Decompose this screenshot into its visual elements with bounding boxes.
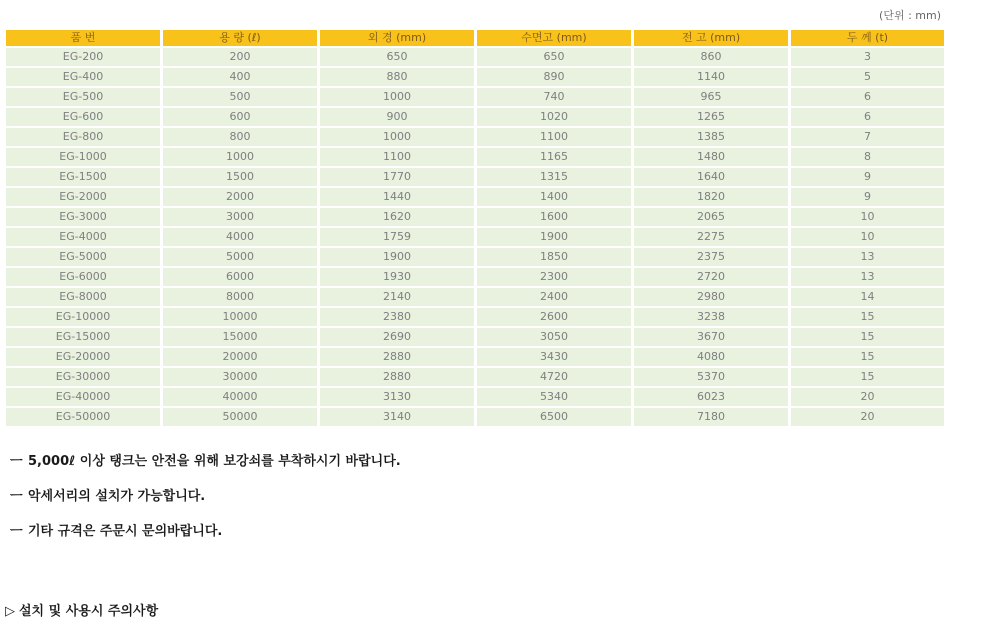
cell-water-level: 1315 (477, 168, 631, 186)
cell-model: EG-30000 (6, 368, 160, 386)
cell-water-level: 3050 (477, 328, 631, 346)
cell-thickness: 6 (791, 88, 944, 106)
table-header-row (6, 30, 944, 46)
table-row (6, 368, 944, 386)
cell-outer-diameter: 900 (320, 108, 474, 126)
cell-model: EG-8000 (6, 288, 160, 306)
cell-thickness: 10 (791, 208, 944, 226)
cell-water-level: 1400 (477, 188, 631, 206)
cell-thickness: 20 (791, 388, 944, 406)
cell-thickness: 3 (791, 48, 944, 66)
cell-total-height: 1265 (634, 108, 788, 126)
cell-model: EG-20000 (6, 348, 160, 366)
cell-model: EG-5000 (6, 248, 160, 266)
cell-water-level: 1100 (477, 128, 631, 146)
cell-total-height: 1140 (634, 68, 788, 86)
cell-total-height: 3670 (634, 328, 788, 346)
cell-capacity: 1000 (163, 148, 317, 166)
cell-model: EG-800 (6, 128, 160, 146)
cell-model: EG-2000 (6, 188, 160, 206)
note-text: 5,000ℓ 이상 탱크는 안전을 위해 보강쇠를 부착하시기 바랍니다. (28, 454, 401, 469)
cell-total-height: 860 (634, 48, 788, 66)
cell-outer-diameter: 2380 (320, 308, 474, 326)
cell-outer-diameter: 2880 (320, 348, 474, 366)
dash-icon: ㅡ (10, 524, 23, 539)
cell-thickness: 13 (791, 268, 944, 286)
col-header-outer-diameter: 외 경 (mm) (320, 30, 474, 46)
cell-capacity: 20000 (163, 348, 317, 366)
cell-capacity: 4000 (163, 228, 317, 246)
notes-list (10, 452, 401, 557)
cell-outer-diameter: 1770 (320, 168, 474, 186)
cell-thickness: 7 (791, 128, 944, 146)
cell-capacity: 3000 (163, 208, 317, 226)
cell-capacity: 30000 (163, 368, 317, 386)
cell-capacity: 6000 (163, 268, 317, 286)
cell-capacity: 400 (163, 68, 317, 86)
cell-thickness: 9 (791, 188, 944, 206)
cell-total-height: 3238 (634, 308, 788, 326)
cell-thickness: 10 (791, 228, 944, 246)
cell-outer-diameter: 2140 (320, 288, 474, 306)
cell-model: EG-15000 (6, 328, 160, 346)
cell-total-height: 5370 (634, 368, 788, 386)
cell-thickness: 15 (791, 328, 944, 346)
table-row (6, 128, 944, 146)
col-header-thickness: 두 께 (t) (791, 30, 944, 46)
cell-total-height: 2720 (634, 268, 788, 286)
cell-outer-diameter: 1000 (320, 88, 474, 106)
table-row (6, 328, 944, 346)
cell-model: EG-3000 (6, 208, 160, 226)
cell-thickness: 6 (791, 108, 944, 126)
cell-outer-diameter: 1900 (320, 248, 474, 266)
cell-water-level: 890 (477, 68, 631, 86)
cell-capacity: 40000 (163, 388, 317, 406)
table-row (6, 388, 944, 406)
cell-total-height: 965 (634, 88, 788, 106)
cell-capacity: 600 (163, 108, 317, 126)
cell-capacity: 200 (163, 48, 317, 66)
cell-outer-diameter: 2690 (320, 328, 474, 346)
cell-capacity: 500 (163, 88, 317, 106)
cell-outer-diameter: 3140 (320, 408, 474, 426)
cell-water-level: 2300 (477, 268, 631, 286)
cell-model: EG-6000 (6, 268, 160, 286)
cell-thickness: 15 (791, 308, 944, 326)
cell-outer-diameter: 880 (320, 68, 474, 86)
cell-total-height: 7180 (634, 408, 788, 426)
table-row (6, 108, 944, 126)
cell-water-level: 3430 (477, 348, 631, 366)
table-row (6, 88, 944, 106)
col-header-capacity: 용 량 (ℓ) (163, 30, 317, 46)
cell-thickness: 9 (791, 168, 944, 186)
unit-note: (단위 : mm) (879, 9, 941, 22)
table-body (6, 48, 944, 426)
cell-water-level: 1165 (477, 148, 631, 166)
table-row (6, 288, 944, 306)
cell-total-height: 6023 (634, 388, 788, 406)
cell-capacity: 1500 (163, 168, 317, 186)
cell-model: EG-40000 (6, 388, 160, 406)
cell-total-height: 1640 (634, 168, 788, 186)
cell-model: EG-50000 (6, 408, 160, 426)
cell-model: EG-4000 (6, 228, 160, 246)
cell-outer-diameter: 1440 (320, 188, 474, 206)
cell-water-level: 5340 (477, 388, 631, 406)
cell-model: EG-200 (6, 48, 160, 66)
cell-water-level: 1850 (477, 248, 631, 266)
cell-model: EG-10000 (6, 308, 160, 326)
note-item (10, 522, 401, 557)
cell-model: EG-600 (6, 108, 160, 126)
cell-thickness: 15 (791, 348, 944, 366)
cell-water-level: 2600 (477, 308, 631, 326)
cell-thickness: 14 (791, 288, 944, 306)
table-row (6, 148, 944, 166)
cell-outer-diameter: 1620 (320, 208, 474, 226)
cell-water-level: 4720 (477, 368, 631, 386)
cell-model: EG-500 (6, 88, 160, 106)
cell-outer-diameter: 650 (320, 48, 474, 66)
note-item (10, 452, 401, 487)
cell-total-height: 1820 (634, 188, 788, 206)
note-text: 기타 규격은 주문시 문의바랍니다. (28, 524, 223, 539)
table-row (6, 308, 944, 326)
cell-thickness: 8 (791, 148, 944, 166)
note-text: 악세서리의 설치가 가능합니다. (28, 489, 206, 504)
cell-water-level: 650 (477, 48, 631, 66)
cell-total-height: 2375 (634, 248, 788, 266)
table-row (6, 208, 944, 226)
cell-model: EG-1000 (6, 148, 160, 166)
cell-outer-diameter: 1759 (320, 228, 474, 246)
cell-thickness: 20 (791, 408, 944, 426)
col-header-water-level: 수면고 (mm) (477, 30, 631, 46)
cell-water-level: 1020 (477, 108, 631, 126)
cell-capacity: 50000 (163, 408, 317, 426)
cell-total-height: 1480 (634, 148, 788, 166)
section-title: 설치 및 사용시 주의사항 (19, 604, 159, 619)
cell-outer-diameter: 2880 (320, 368, 474, 386)
cell-total-height: 4080 (634, 348, 788, 366)
table-row (6, 408, 944, 426)
cell-total-height: 1385 (634, 128, 788, 146)
triangle-right-icon: ▷ (5, 604, 15, 619)
cell-capacity: 8000 (163, 288, 317, 306)
table-row (6, 168, 944, 186)
dash-icon: ㅡ (10, 454, 23, 469)
cell-water-level: 2400 (477, 288, 631, 306)
col-header-model: 품 번 (6, 30, 160, 46)
table-row (6, 268, 944, 286)
table-row (6, 228, 944, 246)
dash-icon: ㅡ (10, 489, 23, 504)
section-heading (5, 600, 158, 619)
cell-capacity: 800 (163, 128, 317, 146)
table-row (6, 248, 944, 266)
cell-total-height: 2980 (634, 288, 788, 306)
cell-thickness: 13 (791, 248, 944, 266)
cell-water-level: 1900 (477, 228, 631, 246)
cell-capacity: 2000 (163, 188, 317, 206)
cell-total-height: 2065 (634, 208, 788, 226)
cell-capacity: 15000 (163, 328, 317, 346)
cell-capacity: 10000 (163, 308, 317, 326)
cell-model: EG-1500 (6, 168, 160, 186)
cell-water-level: 1600 (477, 208, 631, 226)
cell-outer-diameter: 1100 (320, 148, 474, 166)
table-row (6, 348, 944, 366)
note-item (10, 487, 401, 522)
col-header-total-height: 전 고 (mm) (634, 30, 788, 46)
cell-total-height: 2275 (634, 228, 788, 246)
table-row (6, 188, 944, 206)
cell-water-level: 740 (477, 88, 631, 106)
cell-outer-diameter: 1000 (320, 128, 474, 146)
cell-thickness: 15 (791, 368, 944, 386)
cell-thickness: 5 (791, 68, 944, 86)
table-row (6, 48, 944, 66)
table-row (6, 68, 944, 86)
cell-model: EG-400 (6, 68, 160, 86)
spec-table (3, 28, 947, 428)
cell-water-level: 6500 (477, 408, 631, 426)
cell-outer-diameter: 1930 (320, 268, 474, 286)
cell-outer-diameter: 3130 (320, 388, 474, 406)
cell-capacity: 5000 (163, 248, 317, 266)
